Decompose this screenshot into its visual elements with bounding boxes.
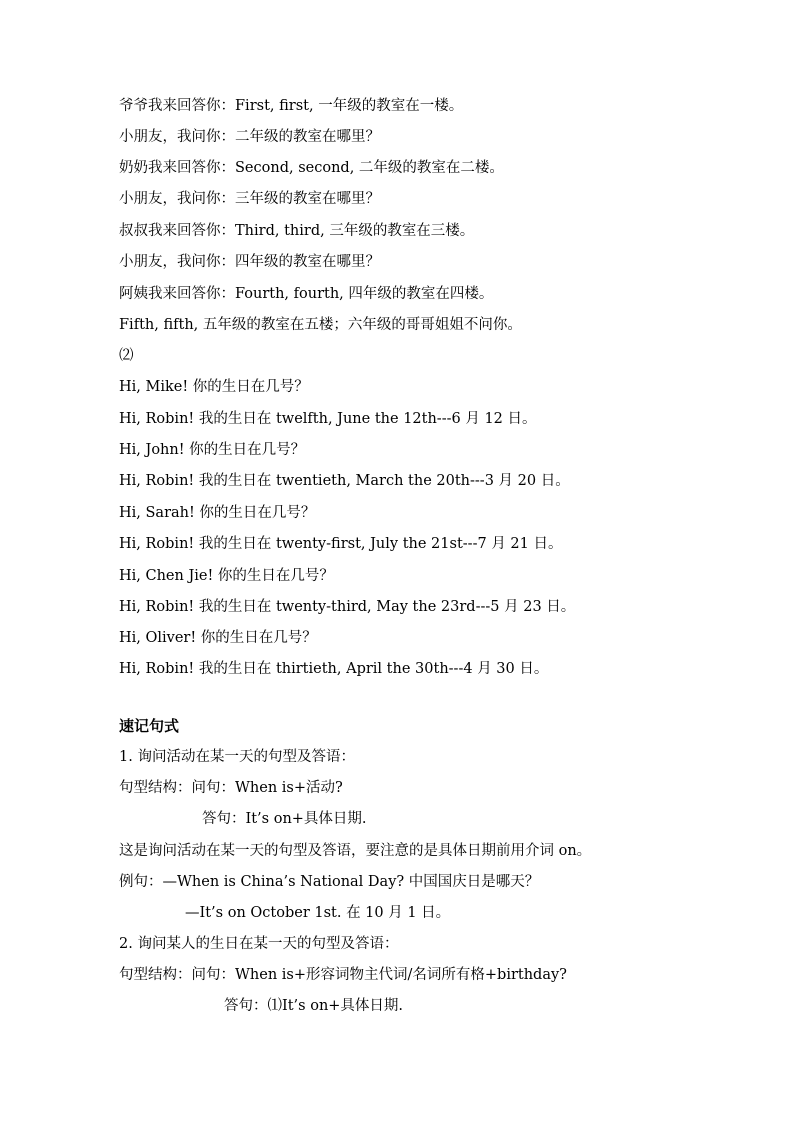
rhyme1-line-3: 奶奶我来回答你：Second, second, 二年级的教室在二楼。 bbox=[119, 160, 504, 176]
rhyme2-line-3: Hi, John! 你的生日在几号？ bbox=[119, 442, 306, 458]
pattern-1-question: 句型结构：问句：When is+活动? bbox=[119, 780, 343, 796]
pattern-2-title: 2. 询问某人的生日在某一天的句型及答语： bbox=[119, 936, 399, 952]
rhyme2-line-6: Hi, Robin! 我的生日在 twenty-first, July the 21st---7 月 21 日。 bbox=[119, 536, 563, 552]
pattern-1-note: 这是询问活动在某一天的句型及答语，要注意的是具体日期前用介词 on。 bbox=[119, 843, 592, 859]
rhyme1-line-8: Fifth, fifth, 五年级的教室在五楼；六年级的哥哥姐姐不问你。 bbox=[119, 317, 522, 333]
rhyme2-marker: ⑵ bbox=[119, 348, 134, 364]
rhyme1-line-7: 阿姨我来回答你：Fourth, fourth, 四年级的教室在四楼。 bbox=[119, 286, 494, 302]
pattern-1-title: 1. 询问活动在某一天的句型及答语： bbox=[119, 749, 355, 765]
rhyme2-line-1: Hi, Mike! 你的生日在几号？ bbox=[119, 379, 309, 395]
rhyme2-line-5: Hi, Sarah! 你的生日在几号？ bbox=[119, 505, 316, 521]
pattern-1-answer: 答句：It’s on+具体日期. bbox=[202, 811, 367, 827]
rhyme1-line-2: 小朋友，我问你：二年级的教室在哪里？ bbox=[119, 129, 380, 145]
rhyme2-line-10: Hi, Robin! 我的生日在 thirtieth, April the 30th---4 月 30 日。 bbox=[119, 661, 549, 677]
rhyme1-line-4: 小朋友，我问你：三年级的教室在哪里？ bbox=[119, 191, 380, 207]
rhyme1-line-6: 小朋友，我问你：四年级的教室在哪里？ bbox=[119, 254, 380, 270]
section-heading: 速记句式 bbox=[119, 717, 180, 735]
pattern-2-question: 句型结构：问句：When is+形容词物主代词/名词所有格+birthday? bbox=[119, 967, 567, 983]
rhyme2-line-9: Hi, Oliver! 你的生日在几号？ bbox=[119, 630, 317, 646]
rhyme1-line-1: 爷爷我来回答你：First, first, 一年级的教室在一楼。 bbox=[119, 98, 464, 114]
pattern-1-example-q: 例句：—When is China’s National Day? 中国国庆日是哪天？ bbox=[119, 874, 540, 890]
pattern-2-answer: 答句：⑴It’s on+具体日期. bbox=[224, 998, 404, 1014]
rhyme2-line-4: Hi, Robin! 我的生日在 twentieth, March the 20th---3 月 20 日。 bbox=[119, 473, 570, 489]
rhyme2-line-8: Hi, Robin! 我的生日在 twenty-third, May the 23rd---5 月 23 日。 bbox=[119, 599, 576, 615]
rhyme2-line-2: Hi, Robin! 我的生日在 twelfth, June the 12th---6 月 12 日。 bbox=[119, 411, 537, 427]
rhyme2-line-7: Hi, Chen Jie! 你的生日在几号？ bbox=[119, 568, 334, 584]
pattern-1-example-a: —It’s on October 1st. 在 10 月 1 日。 bbox=[185, 905, 451, 921]
rhyme1-line-5: 叔叔我来回答你：Third, third, 三年级的教室在三楼。 bbox=[119, 223, 475, 239]
